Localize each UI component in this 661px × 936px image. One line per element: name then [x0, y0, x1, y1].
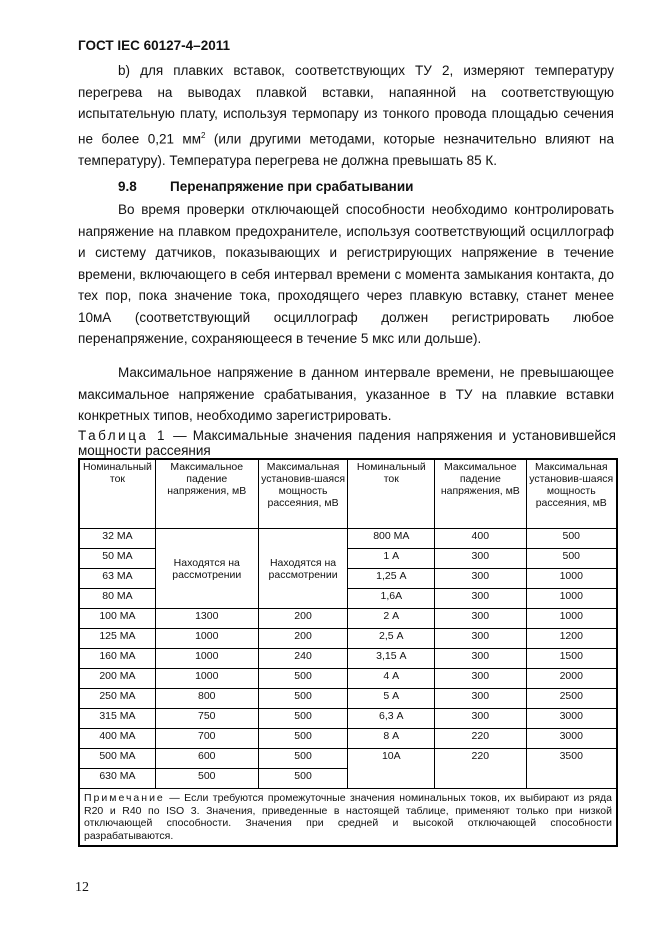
- table-cell: 300: [435, 569, 526, 589]
- table-cell: 1000: [155, 629, 258, 649]
- table-cell: 10А: [348, 749, 435, 789]
- header-cell: Максимальная установив-шаяся мощность рассеяния, мВ: [526, 459, 617, 529]
- superscript: 2: [200, 130, 206, 140]
- section-number: 9.8: [118, 179, 137, 194]
- table-cell: 1200: [526, 629, 617, 649]
- table-cell: 1000: [155, 649, 258, 669]
- paragraph-max-voltage: [78, 362, 614, 427]
- header-cell: Номинальный ток: [79, 459, 155, 529]
- table-cell: 200: [258, 629, 348, 649]
- table-cell: 200: [258, 609, 348, 629]
- table-cell: 500: [258, 709, 348, 729]
- section-heading: [78, 176, 614, 198]
- table-cell: 800: [155, 689, 258, 709]
- table-cell: 5 А: [348, 689, 435, 709]
- table-caption-text: — Максимальные значения падения напряжения и установившейся мощности рассеяния: [78, 428, 616, 458]
- table-note-text: — Если требуются промежуточные значения номинальных токов, их выбирают из ряда R20 и R40 по ISO 3. Значения, приведенные в настоящей таблице, применяют только при низкой отключающей способности. Значения при средней и высокой отключающей способности разрабатываются.: [84, 792, 612, 842]
- table-cell: 3000: [526, 729, 617, 749]
- table-cell: 4 А: [348, 669, 435, 689]
- table-note: [79, 789, 617, 847]
- table-cell: 2,5 А: [348, 629, 435, 649]
- header-cell: Максимальное падение напряжения, мВ: [155, 459, 258, 529]
- table-cell: 8 А: [348, 729, 435, 749]
- table-cell: 500: [155, 769, 258, 789]
- paragraph-b: [78, 60, 614, 171]
- table-row: [79, 649, 617, 669]
- table-cell: 300: [435, 689, 526, 709]
- table-cell: 125 МА: [79, 629, 155, 649]
- table-cell: 3,15 А: [348, 649, 435, 669]
- table-caption: [78, 428, 616, 458]
- table-cell: 500: [526, 529, 617, 549]
- table-cell: 300: [435, 629, 526, 649]
- table-cell: 500: [526, 549, 617, 569]
- table-cell: 3500: [526, 749, 617, 789]
- data-table: [78, 458, 618, 847]
- header-cell: Максимальная установив-шаяся мощность рассеяния, мВ: [258, 459, 348, 529]
- header-cell: Максимальное падение напряжения, мВ: [435, 459, 526, 529]
- table-cell: 1500: [526, 649, 617, 669]
- paragraph-max-voltage-text: Максимальное напряжение в данном интервале времени, не превышающее максимальное напряжение срабатывания, указанное в ТУ на плавкие вставки конкретных типов, необходимо зарегистрировать.: [78, 365, 614, 423]
- section-title: Перенапряжение при срабатывании: [170, 179, 414, 194]
- table-cell: 500: [258, 749, 348, 769]
- table-cell: 500: [258, 729, 348, 749]
- table-cell: 1000: [526, 609, 617, 629]
- table-cell: 1000: [155, 669, 258, 689]
- table-cell: 3000: [526, 709, 617, 729]
- table-cell: 2 А: [348, 609, 435, 629]
- table-note-label: Примечание: [84, 792, 165, 804]
- table-note-row: [79, 789, 617, 847]
- table-cell: 300: [435, 669, 526, 689]
- table-cell: 160 МА: [79, 649, 155, 669]
- table-cell: 500: [258, 669, 348, 689]
- header-cell: Номинальный ток: [348, 459, 435, 529]
- table-row: [79, 709, 617, 729]
- table-cell: 2000: [526, 669, 617, 689]
- table-caption-label: Таблица 1: [78, 428, 168, 443]
- table-cell: 1 А: [348, 549, 435, 569]
- table-cell: 1300: [155, 609, 258, 629]
- table-cell: 200 МА: [79, 669, 155, 689]
- paragraph-b-text-after: (или другими методами, которые незначительно влияют на температуру). Температура перегрева не должна превышать 85 К.: [78, 131, 614, 168]
- table-cell: 6,3 А: [348, 709, 435, 729]
- table-cell: 32 МА: [79, 529, 155, 549]
- table-cell: 800 МА: [348, 529, 435, 549]
- table-cell: 1,25 А: [348, 569, 435, 589]
- table-cell: 1000: [526, 569, 617, 589]
- table-header-row: [79, 459, 617, 529]
- table-cell: 220: [435, 749, 526, 789]
- table-cell: 300: [435, 649, 526, 669]
- table-cell: 630 МА: [79, 769, 155, 789]
- table-cell: 300: [435, 609, 526, 629]
- table-cell: 500: [258, 689, 348, 709]
- paragraph-overvoltage-text: Во время проверки отключающей способности необходимо контролировать напряжение на плавком предохранителе, используя соответствующий осциллограф и систему датчиков, показывающих и регистрирующих напряжение в течение времени, включающего в себя интервал времени с момента замыкания контакта, до тех пор, пока значение тока, проходящего через плавкую вставку, станет менее 10мА (соответствующий осциллограф должен регистрировать любое перенапряжение, сохраняющееся в течение 5 мкс или дольше).: [78, 202, 614, 346]
- table-cell: 400: [435, 529, 526, 549]
- table-cell: 300: [435, 549, 526, 569]
- table-cell: 700: [155, 729, 258, 749]
- table-cell: 300: [435, 709, 526, 729]
- page-number: 12: [75, 880, 89, 895]
- table-cell: 240: [258, 649, 348, 669]
- table-cell: 750: [155, 709, 258, 729]
- table-cell: 80 МА: [79, 589, 155, 609]
- table-cell: 1,6А: [348, 589, 435, 609]
- table-row: [79, 689, 617, 709]
- table-cell: 315 МА: [79, 709, 155, 729]
- table-cell: 100 МА: [79, 609, 155, 629]
- table-row: [79, 529, 617, 549]
- table-cell-under-consideration: Находятся на рассмотрении: [258, 529, 348, 609]
- table-cell: 600: [155, 749, 258, 769]
- table-row: [79, 729, 617, 749]
- table-cell: 63 МА: [79, 569, 155, 589]
- table-row: [79, 749, 617, 769]
- table-cell: 250 МА: [79, 689, 155, 709]
- table-row: [79, 629, 617, 649]
- document-header: ГОСТ IEC 60127-4–2011: [78, 38, 230, 53]
- table-cell: 300: [435, 589, 526, 609]
- paragraph-b-text: b) для плавких вставок, соответствующих ТУ 2, измеряют температуру перегрева на выводах плавкой вставки, напаянной на соответствующую испытательную плату, используя термопару из тонкого провода площадью сечения не более 0,21 мм: [78, 63, 614, 146]
- table-row: [79, 609, 617, 629]
- table-cell: 2500: [526, 689, 617, 709]
- table-cell: 500: [258, 769, 348, 789]
- table-cell: 50 МА: [79, 549, 155, 569]
- table-cell-under-consideration: Находятся на рассмотрении: [155, 529, 258, 609]
- table-cell: 1000: [526, 589, 617, 609]
- table-row: [79, 669, 617, 689]
- table-cell: 500 МА: [79, 749, 155, 769]
- paragraph-overvoltage: [78, 199, 614, 350]
- table-cell: 400 МА: [79, 729, 155, 749]
- table-cell: 220: [435, 729, 526, 749]
